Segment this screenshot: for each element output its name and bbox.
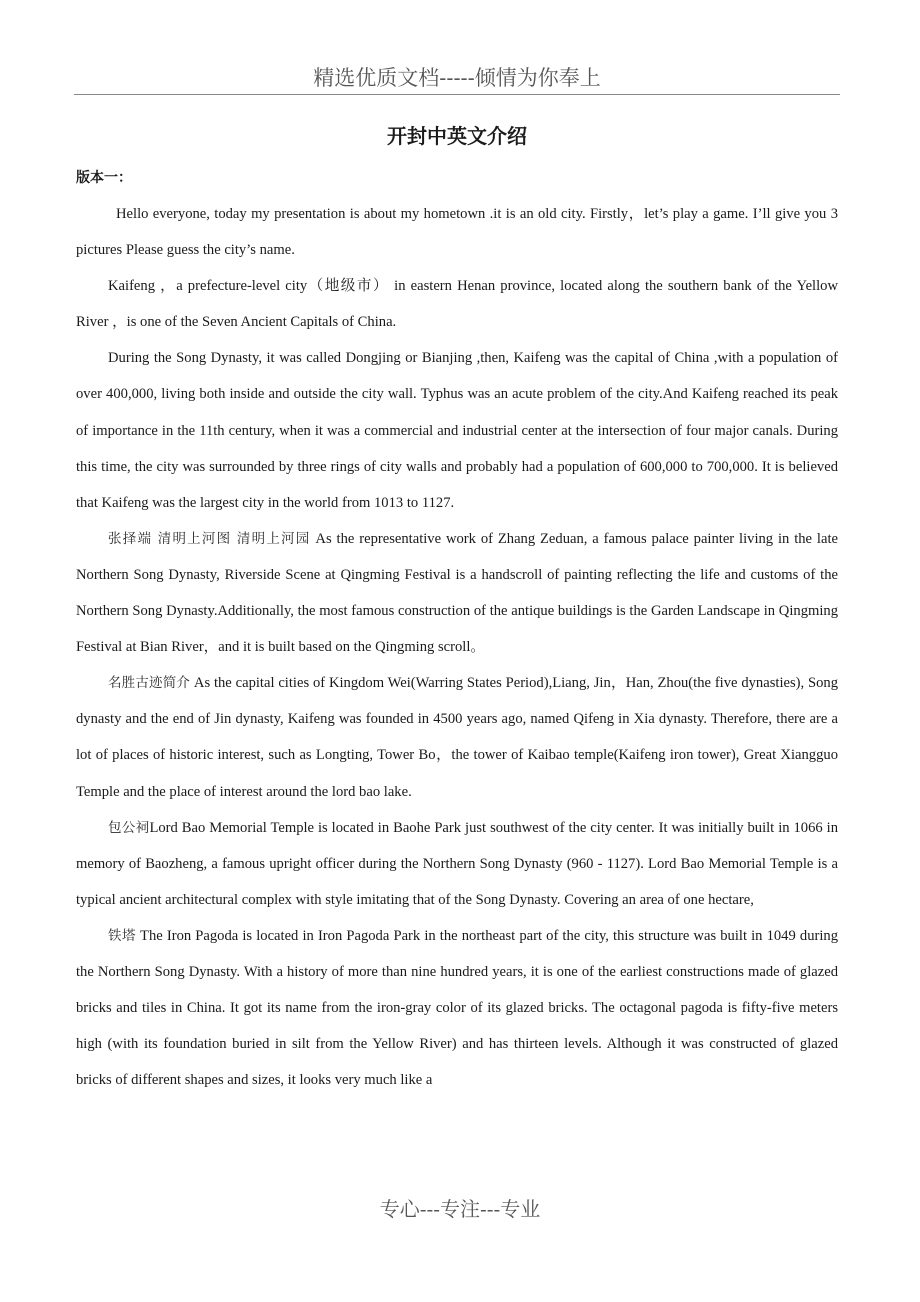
document-title: 开封中英文介绍 <box>387 124 527 148</box>
paragraph-intro <box>76 196 838 268</box>
paragraph-text: Hello everyone, today my presentation is about my hometown .it is an old city. Firstly，let’s play a game. I’ll give you 3 pictures Please guess the city’s name. <box>76 206 838 259</box>
paragraph-lead: 张择端 清明上河图 清明上河园 <box>108 530 311 547</box>
header-text: 精选优质文档-----倾情为你奉上 <box>313 66 601 90</box>
paragraph-song-dynasty <box>76 340 838 520</box>
paragraph-text: The Iron Pagoda is located in Iron Pagoda Park in the northeast part of the city, this structure was built in 1049 during the Northern Song Dynasty. With a history of more than nine hundred years, it is one of the earliest constructions made of glazed bricks and tiles in China. It got its name from the iron-gray color of its glazed bricks. The octagonal pagoda is fifty-five meters high (with its foundation buried in silt from the Yellow River) and has thirteen levels. Although it was constructed of glazed bricks of different shapes and sizes, it looks very much like a <box>76 927 838 1089</box>
footer-text: 专心---专注---专业 <box>379 1197 541 1221</box>
paragraph-lord-bao <box>76 810 838 918</box>
paragraph-qingming <box>76 521 838 665</box>
paragraph-lead: 名胜古迹简介 <box>108 675 191 692</box>
paragraph-text: During the Song Dynasty, it was called Dongjing or Bianjing ,then, Kaifeng was the capital of China ,with a population of over 400,000, living both inside and outside the city wall. Typhus was an acute problem of the city.And Kaifeng reached its peak of importance in the 11th century, when it was a commercial and industrial center at the intersection of four major canals. During this time, the city was surrounded by three rings of city walls and probably had a population of 600,000 to 700,000. It is believed that Kaifeng was the largest city in the world from 1013 to 1127. <box>76 350 838 511</box>
version-label: 版本一： <box>76 170 132 186</box>
paragraph-iron-pagoda <box>76 918 838 1098</box>
paragraph-text: Lord Bao Memorial Temple is located in Baohe Park just southwest of the city center. It was initially built in 1066 in memory of Baozheng, a famous upright officer during the Northern Song Dynasty (960 - 1127). Lord Bao Memorial Temple is a typical ancient architectural complex with style imitating that of the Song Dynasty. Covering an area of one hectare, <box>76 819 839 908</box>
document-body <box>76 196 838 1098</box>
paragraph-historic-sites <box>76 665 838 809</box>
paragraph-lead: 包公祠 <box>108 819 150 836</box>
page-header <box>74 62 840 95</box>
paragraph-lead: 铁塔 <box>108 927 136 944</box>
paragraph-kaifeng <box>76 268 838 340</box>
paragraph-text: As the capital cities of Kingdom Wei(Warring States Period),Liang, Jin，Han, Zhou(the five dynasties), Song dynasty and the end of Jin dynasty, Kaifeng was founded in 4500 years ago, named Qifeng in Xia dynasty. Therefore, there are a lot of places of historic interest, such as Longting, Tower Bo，the tower of Kaibao temple(Kaifeng iron tower), Great Xiangguo Temple and the place of interest around the lord bao lake. <box>76 675 838 800</box>
paragraph-text: As the representative work of Zhang Zeduan, a famous palace painter living in the late Northern Song Dynasty, Riverside Scene at Qingming Festival is a handscroll of painting reflecting the life and customs of the Northern Song Dynasty.Additionally, the most famous construction of the antique buildings is the Garden Landscape in Qingming Festival at Bian River，and it is built based on the Qingming scroll。 <box>76 530 838 656</box>
paragraph-text: Kaifeng ，a prefecture-level city（地级市） in eastern Henan province, located along the southern bank of the Yellow River ，is one of the Seven Ancient Capitals of China. <box>76 278 838 331</box>
page-footer <box>0 1192 920 1226</box>
